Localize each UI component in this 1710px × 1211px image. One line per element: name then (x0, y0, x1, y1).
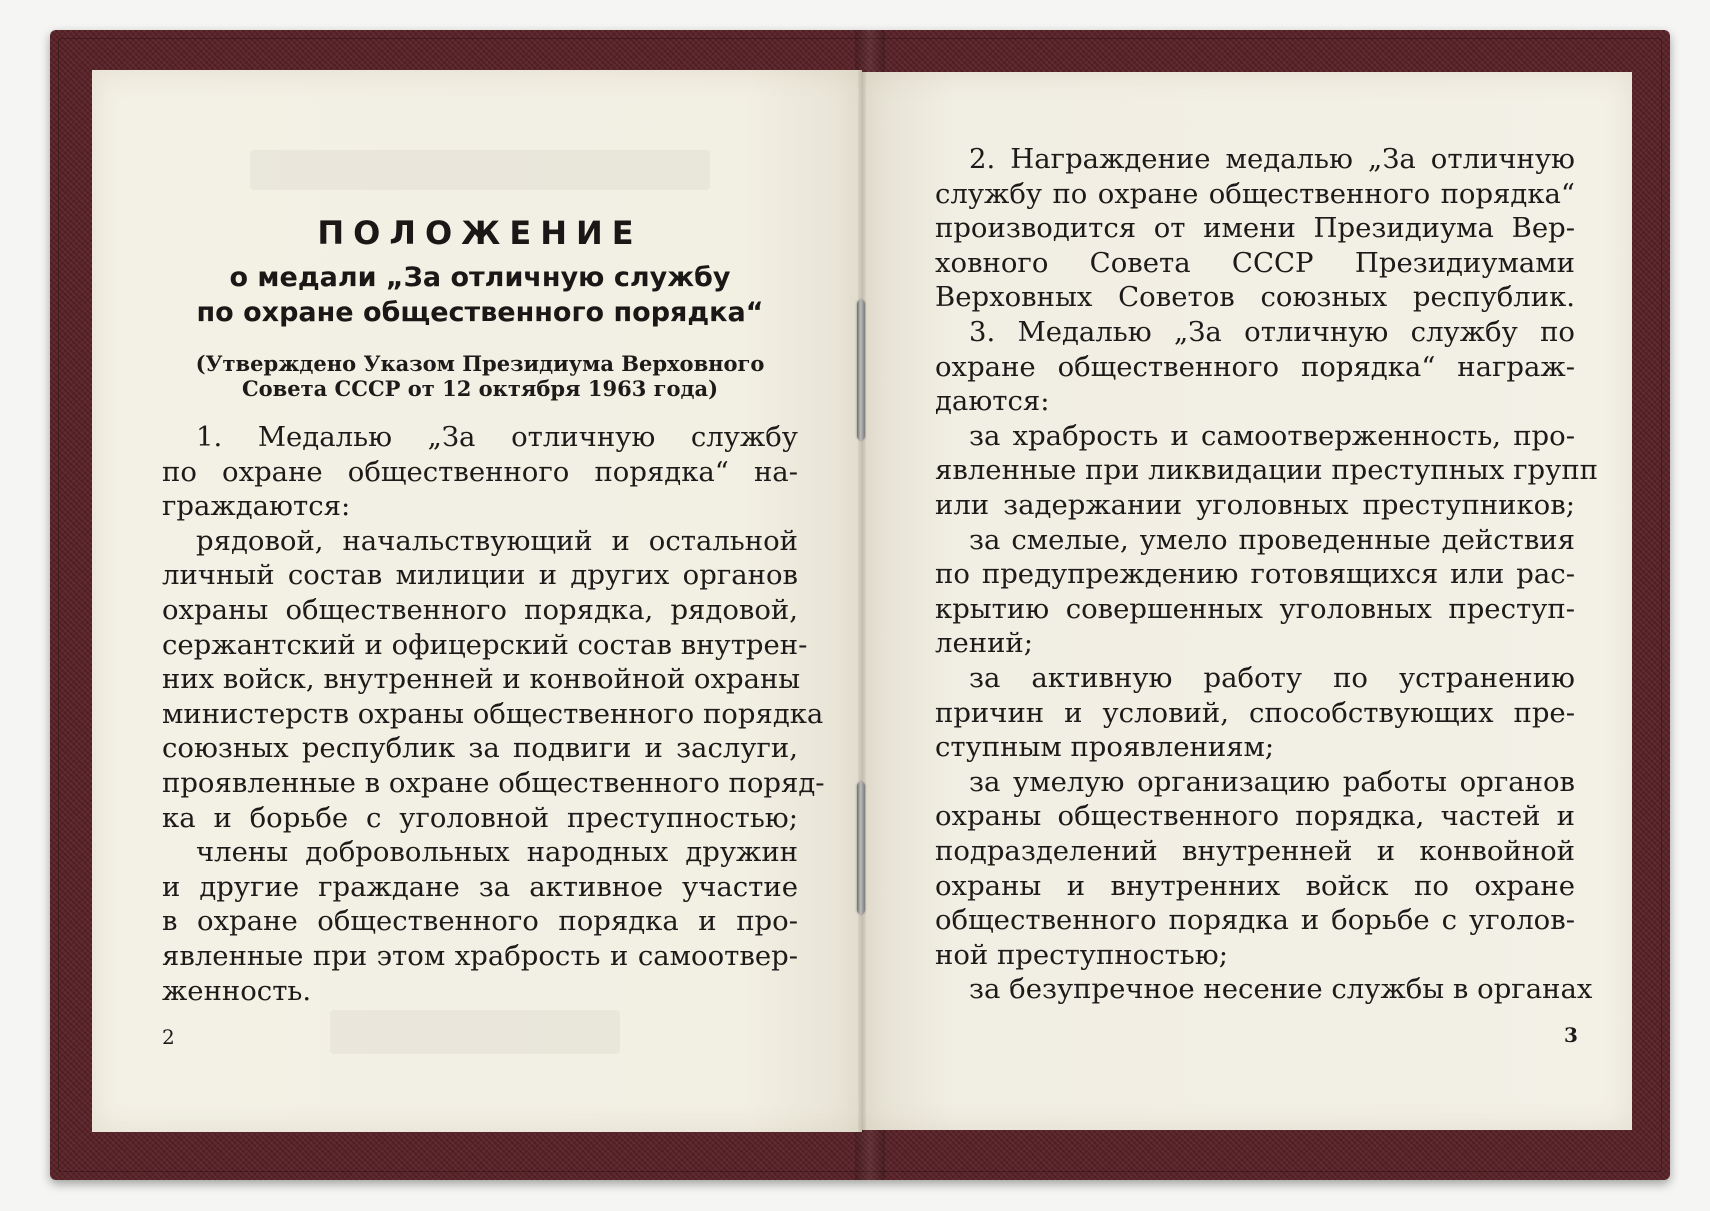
approval-note-line-2: Совета СССР от 12 октября 1963 года) (241, 376, 719, 401)
document-subtitle-line-2: по охране общественного порядка“ (196, 297, 764, 328)
right-page-line: 2. Награждение медалью „За отличную (969, 143, 1575, 175)
binding-stitch-top (857, 300, 865, 440)
right-page-line: ступным проявлениям; (935, 731, 1275, 764)
left-page-line: них войск, внутренней и конвойной охраны (162, 663, 801, 696)
right-page-line: ховного Совета СССР Президиумами (935, 246, 1575, 279)
right-page-line: за смелые, умело проведенные действия (969, 523, 1575, 556)
right-page-line: 3. Медалью „За отличную службу по (969, 316, 1575, 348)
page-number-right: 3 (1564, 1023, 1578, 1047)
right-page-line: лений; (935, 627, 1033, 660)
left-page-line: рядовой, начальствующий и остальной (196, 524, 798, 557)
left-page-line: охраны общественного порядка, рядовой, (162, 594, 798, 626)
page-fold (858, 70, 866, 1132)
left-page-line: члены добровольных народных дружин (196, 836, 798, 869)
right-page-line: охраны общественного порядка, частей и (935, 800, 1575, 833)
right-page-line: явленные при ликвидации преступных групп (935, 454, 1598, 487)
right-page-line: за храбрость и самоотверженность, про- (969, 419, 1575, 452)
right-page-line: ной преступностью; (935, 938, 1228, 971)
right-page-line: службу по охране общественного порядка“ (935, 177, 1575, 210)
left-page-line: в охране общественного порядка и про- (162, 905, 798, 938)
right-page-line: даются: (935, 385, 1050, 418)
right-page-line: подразделений внутренней и конвойной (935, 835, 1575, 867)
page-number-left: 2 (162, 1025, 175, 1049)
right-page-line: за безупречное несение службы в органах (969, 973, 1593, 1006)
left-page-line: явленные при этом храбрость и самоотвер- (162, 940, 798, 972)
left-page-line: союзных республик за подвиги и заслуги, (162, 732, 798, 765)
right-page-line: крытию совершенных уголовных преступ- (935, 592, 1575, 625)
right-page-line: производится от имени Президиума Вер- (935, 212, 1575, 245)
left-page-line: 1. Медалью „За отличную службу (196, 421, 798, 453)
document-subtitle-line-1: о медали „За отличную службу (229, 262, 731, 293)
document-title: ПОЛОЖЕНИЕ (317, 214, 643, 252)
right-page-line: за умелую организацию работы органов (969, 765, 1575, 798)
approval-note-line-1: (Утверждено Указом Президиума Верховного (195, 351, 765, 376)
binding-stitch-bottom (857, 782, 865, 914)
right-page-line: по предупреждению готовящихся или рас- (935, 558, 1575, 591)
left-page-line: по охране общественного порядка“ на- (162, 455, 798, 488)
left-page-line: личный состав милиции и других органов (162, 559, 798, 592)
right-page-line: или задержании уголовных преступников; (935, 489, 1575, 521)
left-page-line: граждаются: (162, 490, 351, 523)
right-page-line: общественного порядка и борьбе с уголов- (935, 904, 1575, 937)
right-page-line: за активную работу по устранению (969, 662, 1575, 694)
left-page-line: сержантский и офицерский состав внутрен- (162, 628, 808, 661)
left-page-line: женность. (162, 974, 312, 1007)
left-page-line: ка и борьбе с уголовной преступностью; (162, 801, 798, 834)
left-page-line: проявленные в охране общественного поряд- (162, 767, 825, 799)
right-page-line: причин и условий, способствующих пре- (935, 696, 1575, 729)
right-page-line: Верховных Советов союзных республик. (935, 281, 1575, 314)
left-page-line: и другие граждане за активное участие (162, 870, 798, 903)
right-page-line: охране общественного порядка“ награж- (935, 350, 1575, 383)
right-page-line: охраны и внутренних войск по охране (935, 869, 1575, 902)
left-page-line: министерств охраны общественного порядка (162, 697, 824, 730)
